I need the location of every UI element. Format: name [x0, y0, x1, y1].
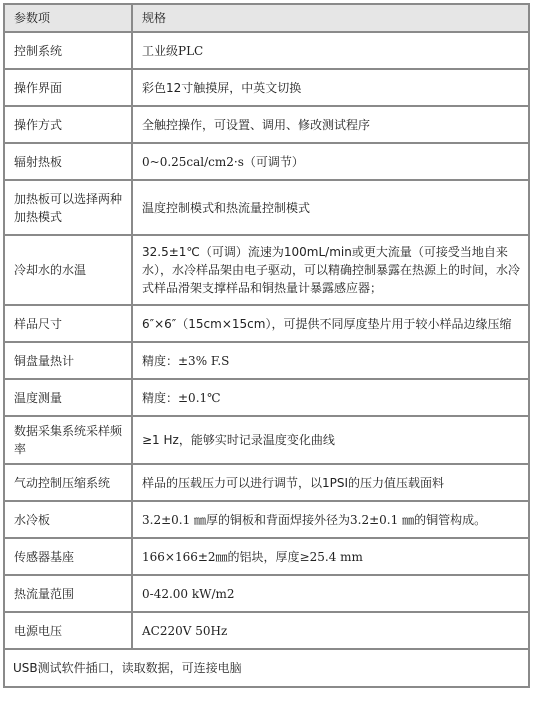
param-cell: 电源电压 [4, 612, 132, 649]
value-cell: AC220V 50Hz [132, 612, 529, 649]
value-cell: 精度：±3% F.S [132, 342, 529, 379]
table-row [4, 106, 529, 143]
table-row [4, 464, 529, 501]
table-row [4, 538, 529, 575]
param-cell: 操作方式 [4, 106, 132, 143]
value-cell: 全触控操作，可设置、调用、修改测试程序 [132, 106, 529, 143]
param-cell: 样品尺寸 [4, 305, 132, 342]
value-cell: 精度：±0.1℃ [132, 379, 529, 416]
param-cell: 控制系统 [4, 32, 132, 69]
header-spec-cell: 规格 [132, 4, 529, 32]
value-cell: 32.5±1℃（可调）流速为100mL/min或更大流量（可接受当地自来水），水冷样品架由电子驱动，可以精确控制暴露在热源上的时间，水冷式样品滑架支撑样品和铜热量计暴露感应器； [132, 235, 529, 305]
value-cell: 样品的压载压力可以进行调节，以1PSI的压力值压载面料 [132, 464, 529, 501]
table-row [4, 501, 529, 538]
value-cell: 166×166±2㎜的铝块，厚度≥25.4 mm [132, 538, 529, 575]
value-cell: 工业级PLC [132, 32, 529, 69]
table-row [4, 235, 529, 305]
table-row [4, 379, 529, 416]
table-header-row [4, 4, 529, 32]
param-cell: 水冷板 [4, 501, 132, 538]
value-cell: 3.2±0.1 ㎜厚的铜板和背面焊接外径为3.2±0.1 ㎜的铜管构成。 [132, 501, 529, 538]
param-cell: 传感器基座 [4, 538, 132, 575]
value-cell: 0-42.00 kW/m2 [132, 575, 529, 612]
table-row [4, 143, 529, 180]
param-cell: 加热板可以选择两种加热模式 [4, 180, 132, 235]
spec-table [3, 3, 530, 688]
table-row [4, 180, 529, 235]
param-cell: 数据采集系统采样频率 [4, 416, 132, 464]
table-row [4, 305, 529, 342]
table-row [4, 69, 529, 106]
param-cell: 操作界面 [4, 69, 132, 106]
param-cell: 冷却水的水温 [4, 235, 132, 305]
header-param-cell: 参数项 [4, 4, 132, 32]
value-cell: 彩色12寸触摸屏，中英文切换 [132, 69, 529, 106]
table-row [4, 342, 529, 379]
param-cell: 热流量范围 [4, 575, 132, 612]
table-row [4, 612, 529, 649]
table-row [4, 575, 529, 612]
table-footer-row [4, 649, 529, 687]
footer-note: USB测试软件插口，读取数据，可连接电脑 [4, 649, 529, 687]
table-row [4, 416, 529, 464]
param-cell: 温度测量 [4, 379, 132, 416]
table-row [4, 32, 529, 69]
value-cell: 0~0.25cal/cm2·s（可调节） [132, 143, 529, 180]
value-cell: 温度控制模式和热流量控制模式 [132, 180, 529, 235]
param-cell: 铜盘量热计 [4, 342, 132, 379]
value-cell: ≥1 Hz，能够实时记录温度变化曲线 [132, 416, 529, 464]
param-cell: 气动控制压缩系统 [4, 464, 132, 501]
param-cell: 辐射热板 [4, 143, 132, 180]
value-cell: 6″×6″（15cm×15cm），可提供不同厚度垫片用于较小样品边缘压缩 [132, 305, 529, 342]
